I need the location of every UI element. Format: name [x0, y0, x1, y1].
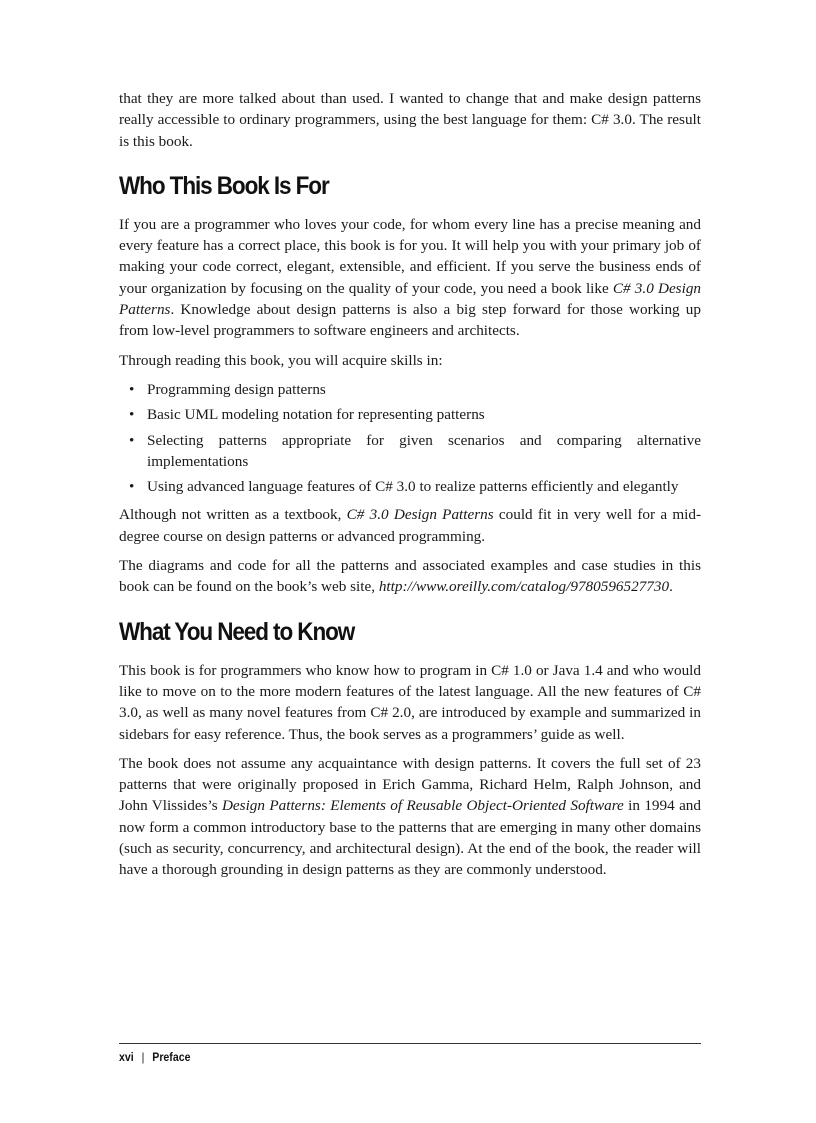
book-title: C# 3.0 Design Patterns [346, 506, 494, 524]
referenced-book-title: Design Patterns: Elements of Reusable Object-Oriented Software [221, 797, 624, 815]
bullet-icon: • [129, 380, 135, 398]
book-title: C# 3.0 Design Patterns [119, 279, 702, 319]
list-item: • Basic UML modeling notation for representing patterns [119, 404, 701, 425]
who-for-paragraph-3: Although not written as a textbook, C# 3.0 Design Patterns could fit in very well for a mid-degree course on design patterns or advanced programming. [119, 506, 701, 545]
intro-paragraph: that they are more talked about than used. I wanted to change that and make design patterns really accessible to ordinary programmers, using the best language for them: C# 3.0. The result is this book. [119, 90, 701, 150]
heading-what-you-need-to-know: What You Need to Know [119, 617, 355, 646]
page-number: xvi [119, 1050, 134, 1064]
list-item: • Selecting patterns appropriate for given scenarios and comparing alternative implementations [129, 431, 701, 470]
need-to-know-paragraph-2: The book does not assume any acquaintance with design patterns. It covers the full set of 23 patterns that were originally proposed in Erich Gamma, Richard Helm, Ralph Johnson, and John Vlissides’s Design Patterns: Elements of Reusable Object-Oriented Software in 1994 and now form a common introductory base to the patterns that are emerging in many other domains (such as security, concurrency, and architectural design). At the end of the book, the reader will have a thorough grounding in design patterns as they are commonly understood. [119, 754, 701, 879]
who-for-paragraph-4: The diagrams and code for all the patterns and associated examples and case studies in this book can be found on the book’s web site, http://www.oreilly.com/catalog/9780596527730. [119, 557, 701, 596]
footer-separator: | [141, 1050, 145, 1064]
heading-who-this-book-is-for: Who This Book Is For [119, 171, 329, 200]
bullet-icon: • [129, 431, 135, 449]
bullet-icon: • [129, 478, 135, 496]
who-for-paragraph-2: Through reading this book, you will acquire skills in: [119, 351, 443, 369]
skills-list [119, 379, 701, 497]
bullet-icon: • [129, 406, 135, 424]
list-item: • Programming design patterns [119, 379, 701, 400]
section-name: Preface [152, 1050, 191, 1064]
footer-rule [119, 1043, 701, 1044]
page-footer [119, 1050, 190, 1064]
page-body [119, 88, 701, 889]
need-to-know-paragraph-1: This book is for programmers who know how to program in C# 1.0 or Java 1.4 and who would like to move on to the more modern features of the latest language. All the new features of C# 3.0, as well as many novel features from C# 2.0, are introduced by example and summarized in sidebars for easy reference. Thus, the book serves as a programmers’ guide as well. [119, 661, 701, 743]
who-for-paragraph-1: If you are a programmer who loves your code, for whom every line has a precise meaning and every feature has a correct place, this book is for you. It will help you with your primary job of making your code correct, elegant, extensible, and efficient. If you serve the business ends of your organization by focusing on the quality of your code, you need a book like C# 3.0 Design Patterns. Knowledge about design patterns is also a big step forward for those working up from low-level programmers to software engineers and architects. [119, 215, 702, 340]
list-item: • Using advanced language features of C# 3.0 to realize patterns efficiently and elegantly [119, 476, 701, 497]
web-site-url: http://www.oreilly.com/catalog/9780596527730 [378, 578, 670, 596]
